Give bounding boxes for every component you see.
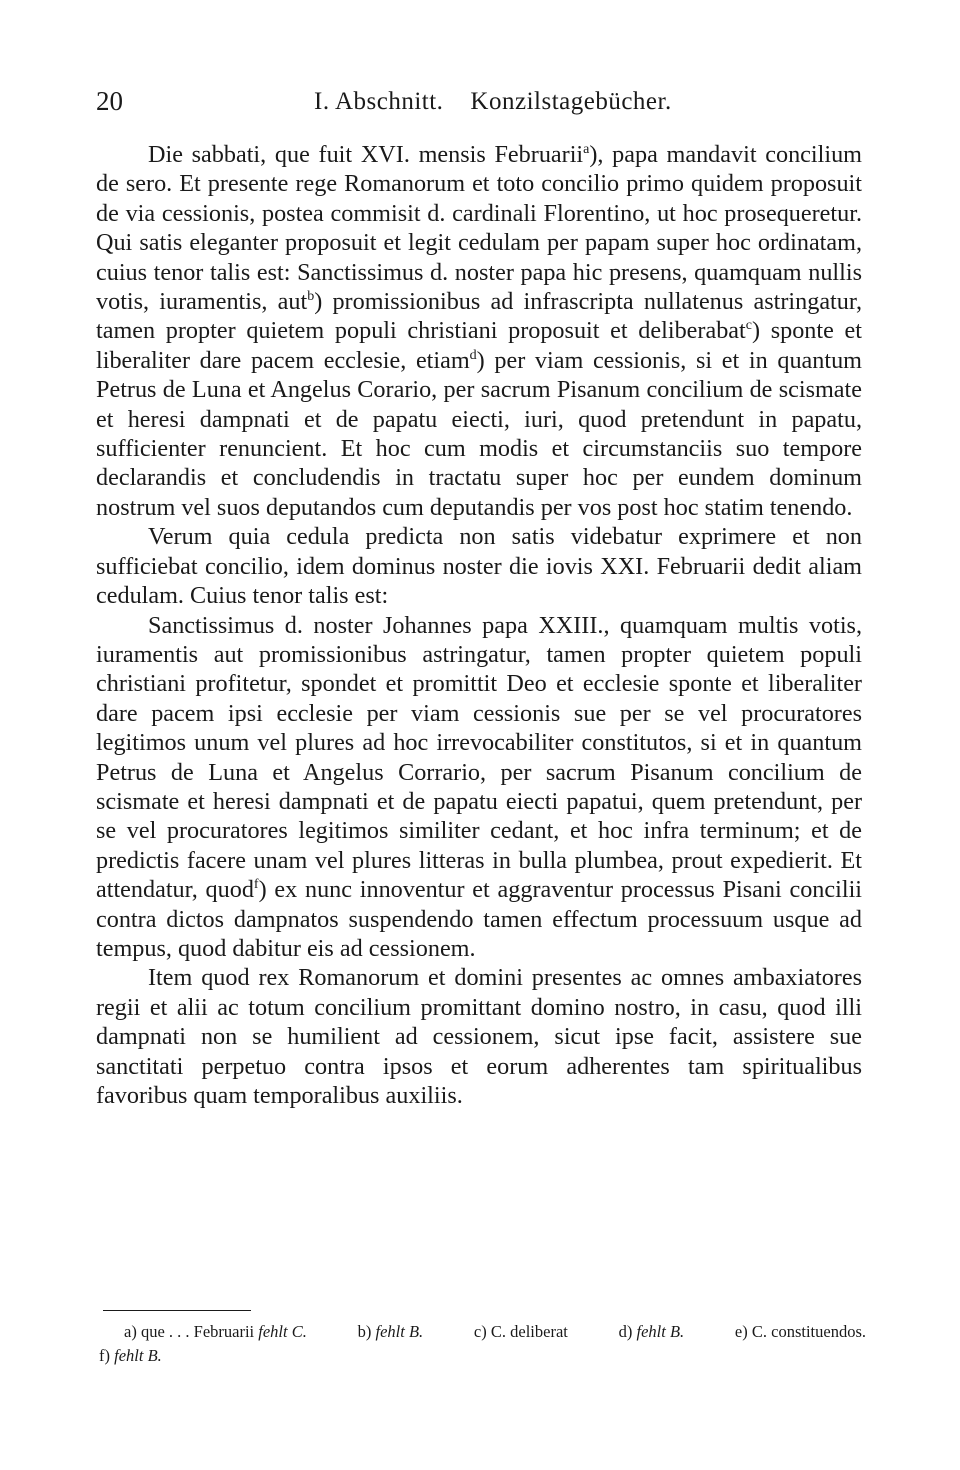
document-body [96,140,862,1110]
text-run: Verum quia cedula predicta non satis videbatur exprimere et non sufficiebat concilio, idem dominus noster die iovis XXI. Februarii dedit aliam cedulam. Cuius tenor talis est: [96,523,862,610]
text-run: ) ex nunc innoventur et aggraventur processus Pisani concilii contra dictos dampnatos suspendendo tamen effectum processuum usque ad tempus, quod dabitur eis ad cessionem. [96,876,863,962]
footnotes [99,1320,866,1368]
footnote-a: a) que . . . Februarii fehlt C. [124,1322,307,1341]
footnote-f: f) fehlt B. [99,1346,162,1365]
text-run: Item quod rex Romanorum et domini presentes ac omnes ambaxiatores regii et alii ac totum concilium promittant domino nostro, in casu, quod illi dampnati non se humilient ad cessionem, sicut ipse facit, assistere sue sanctitati perpetuo contra ipsos et eorum adherentes tam spiritualibus favoribus quam temporalibus auxiliis. [96,964,862,1109]
text-run: ) sponte et liberaliter dare pacem ecclesie, etiam [96,317,862,374]
text-run: ) promissionibus ad infrascripta nullatenus astringatur, tamen propter quietem populi christiani proposuit et deliberabat [96,288,862,345]
text-run: ), papa mandavit concilium de sero. Et presente rege Romanorum et toto concilio primo quidem proposuit de via cessionis, postea commisit d. cardinali Florentino, ut hoc prosequeretur. Qui satis eleganter proposuit et legit cedulam per papam super hoc ordinatam, cuius tenor talis est: Sanctissimus d. noster papa hic presens, quamquam nullis votis, iuramentis, aut [96,141,862,316]
paragraph [96,611,862,964]
footnote-marker: c [745,318,752,334]
footnote-marker: a [583,142,590,157]
paragraph [96,522,862,610]
footnote-c: c) C. deliberat [473,1322,568,1341]
footnote-marker: d [469,347,477,363]
paragraph [96,140,862,522]
section-label: I. Abschnitt. [314,88,444,115]
footnote-b: b) fehlt B. [357,1322,424,1341]
footnote-marker: b [307,289,315,305]
text-run: ) per viam cessionis, si et in quantum Petrus de Luna et Angelus Corario, per sacrum Pisanum concilium de scismate et heresi dampnati et de papatu eiecti, iuri, quod pretendunt in papatu, sufficienter renuncient. Et hoc cum modis et circumstanciis suo tempore declarandis et concludendis in tractatu super hoc per eundem dominum nostrum vel suos deputandos cum deputandis per vos post hoc statim tenendo. [96,346,862,521]
footnote-d: d) fehlt B. [618,1322,685,1341]
footnote-e: e) C. constituendos. [734,1322,866,1341]
footnote-marker: f [253,877,259,893]
running-title: Konzilstagebücher. [470,88,672,115]
footnote-rule [103,1310,251,1311]
text-run: Sanctissimus d. noster Johannes papa XXIII., quamquam multis votis, iuramentis aut promissionibus astringatur, tamen propter quietem populi christiani profitetur, spondet et promittit Deo et ecclesie sponte et liberaliter dare pacem ipsi ecclesie per viam cessionis sue per se vel procuratores legitimos unum vel plures ad hoc irrevocabiliter constitutos, si et in quantum Petrus de Luna et Angelus Corrario, per sacrum Pisanum concilium de scismate et heresi dampnati et de papatu eiecti papatui, quem pretendunt, per se vel procuratores legitimos similiter cedant, et hoc infra terminum; et de predictis facere unam vel plures litteras in bulla plumbea, prout expedierit. Et attendatur, quod [96,611,862,904]
page-number: 20 [96,86,123,116]
running-head [314,88,672,116]
page-header [96,82,864,122]
paragraph [96,963,862,1110]
text-run: Die sabbati, que fuit XVI. mensis Februarii [148,141,584,168]
